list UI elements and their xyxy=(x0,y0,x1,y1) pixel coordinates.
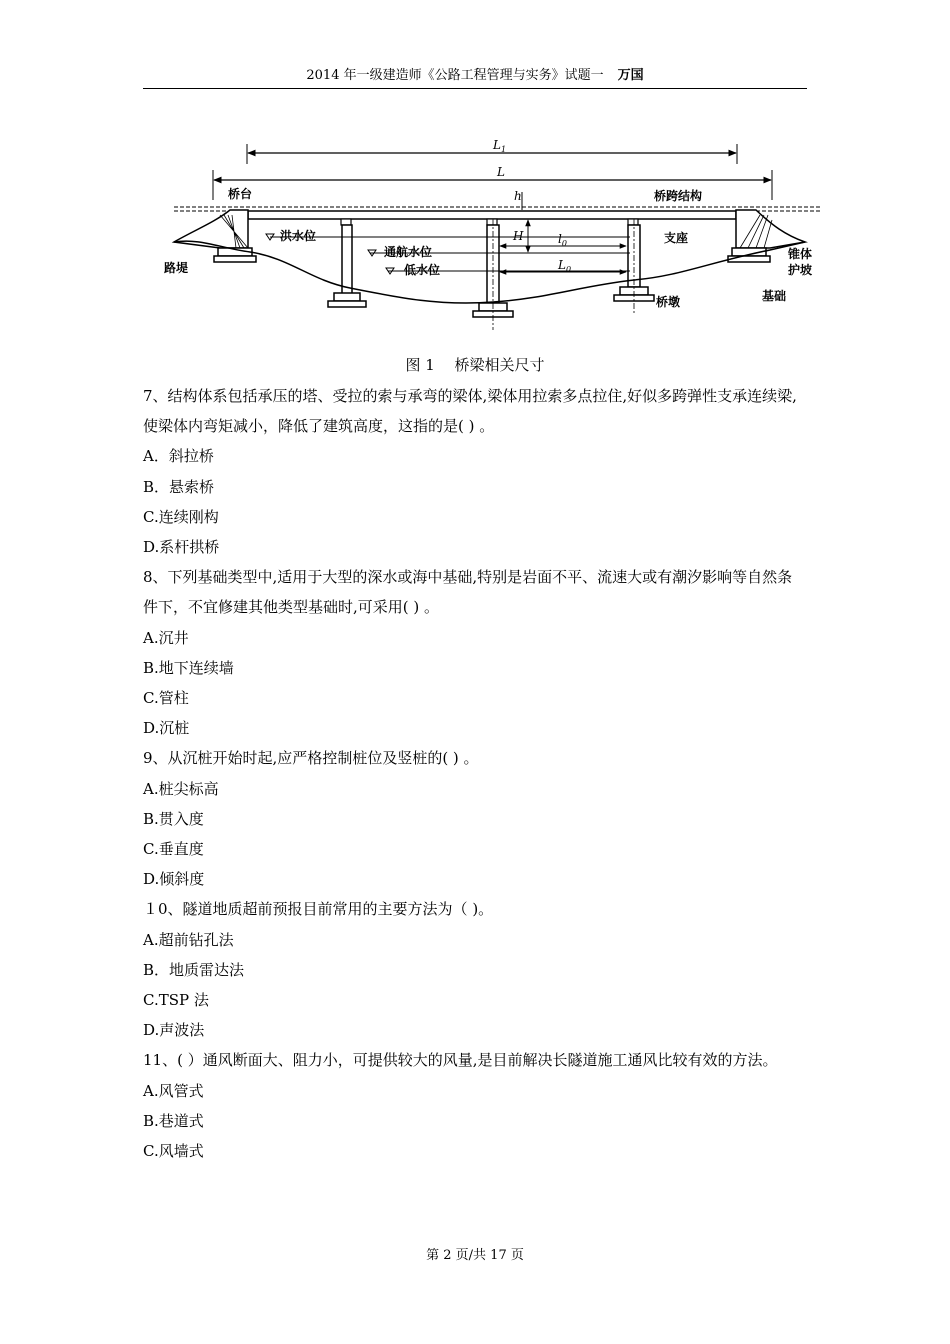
question-10-stem: １0、隧道地质超前预报目前常用的主要方法为（ )。 xyxy=(143,900,494,919)
question-11-option-c: C.风墙式 xyxy=(143,1142,204,1161)
question-10-option-a: A.超前钻孔法 xyxy=(143,930,234,949)
dim-L0: $L_0$ xyxy=(558,258,572,274)
label-abutment: 桥台 xyxy=(228,187,253,201)
header-title: 2014 年一级建造师《公路工程管理与实务》试题一 xyxy=(306,68,604,83)
question-10-option-d: D.声波法 xyxy=(143,1021,205,1040)
question-10-option-b: B．地质雷达法 xyxy=(143,960,245,979)
dim-l0: $l_0$ xyxy=(558,232,567,248)
question-9-stem: 9、从沉桩开始时起,应严格控制桩位及竖桩的( ) 。 xyxy=(143,749,479,768)
label-pier: 桥墩 xyxy=(656,295,681,309)
question-7-stem: 7、结构体系包括承压的塔、受拉的索与承弯的梁体,梁体用拉索多点拉住,好似多跨弹性支承连续梁,使梁体内弯矩减小，降低了建筑高度，这指的是( ) 。 xyxy=(143,387,797,436)
label-flood-level: 洪水位 xyxy=(280,229,317,243)
question-9-option-a: A.桩尖标高 xyxy=(143,779,219,798)
question-9-option-c: C.垂直度 xyxy=(143,840,204,859)
label-embankment: 路堤 xyxy=(164,261,189,275)
label-superstructure: 桥跨结构 xyxy=(654,189,703,203)
question-8-option-d: D.沉桩 xyxy=(143,719,190,738)
dim-L1: $L_1$ xyxy=(493,138,507,154)
question-7-option-b: B．悬索桥 xyxy=(143,477,215,496)
question-9-option-b: B.贯入度 xyxy=(143,809,204,828)
question-11-option-b: B.巷道式 xyxy=(143,1111,204,1130)
question-8-option-a: A.沉井 xyxy=(143,628,189,647)
question-11-stem: 11、( ）通风断面大、阻力小，可提供较大的风量,是目前解决长隧道施工通风比较有效的方法。 xyxy=(143,1051,778,1070)
label-nav-level: 通航水位 xyxy=(384,245,433,259)
label-cone-slope-2: 护坡 xyxy=(788,263,813,277)
label-cone-slope-1: 锥体 xyxy=(788,247,813,261)
question-10-option-c: C.TSP 法 xyxy=(143,991,209,1010)
dim-L: L xyxy=(497,165,505,179)
question-11-option-a: A.风管式 xyxy=(143,1081,204,1100)
question-7-option-a: A．斜拉桥 xyxy=(143,447,214,466)
dim-H: H xyxy=(513,229,524,243)
bridge-dimension-figure xyxy=(160,130,820,335)
bridge-diagram xyxy=(160,130,820,335)
question-8-option-b: B.地下连续墙 xyxy=(143,658,234,677)
figure-caption: 图 1 桥梁相关尺寸 xyxy=(405,356,545,374)
dim-h: h xyxy=(514,189,522,203)
question-7-option-c: C.连续刚构 xyxy=(143,507,219,526)
question-9-option-d: D.倾斜度 xyxy=(143,870,205,889)
label-low-level: 低水位 xyxy=(404,263,441,277)
page-header xyxy=(143,66,807,86)
question-8-stem: 8、下列基础类型中,适用于大型的深水或海中基础,特别是岩面不平、流速大或有潮汐影响等自然条件下，不宜修建其他类型基础时,可采用( ) 。 xyxy=(143,568,793,617)
label-bearing: 支座 xyxy=(664,231,689,245)
question-7-option-d: D.系杆拱桥 xyxy=(143,538,220,557)
header-rule xyxy=(143,88,807,89)
question-8-option-c: C.管柱 xyxy=(143,689,189,708)
question-list xyxy=(143,381,807,1166)
page-footer: 第 2 页/共 17 页 xyxy=(426,1248,524,1263)
header-brand: 万国 xyxy=(617,68,644,83)
label-foundation: 基础 xyxy=(762,289,787,303)
